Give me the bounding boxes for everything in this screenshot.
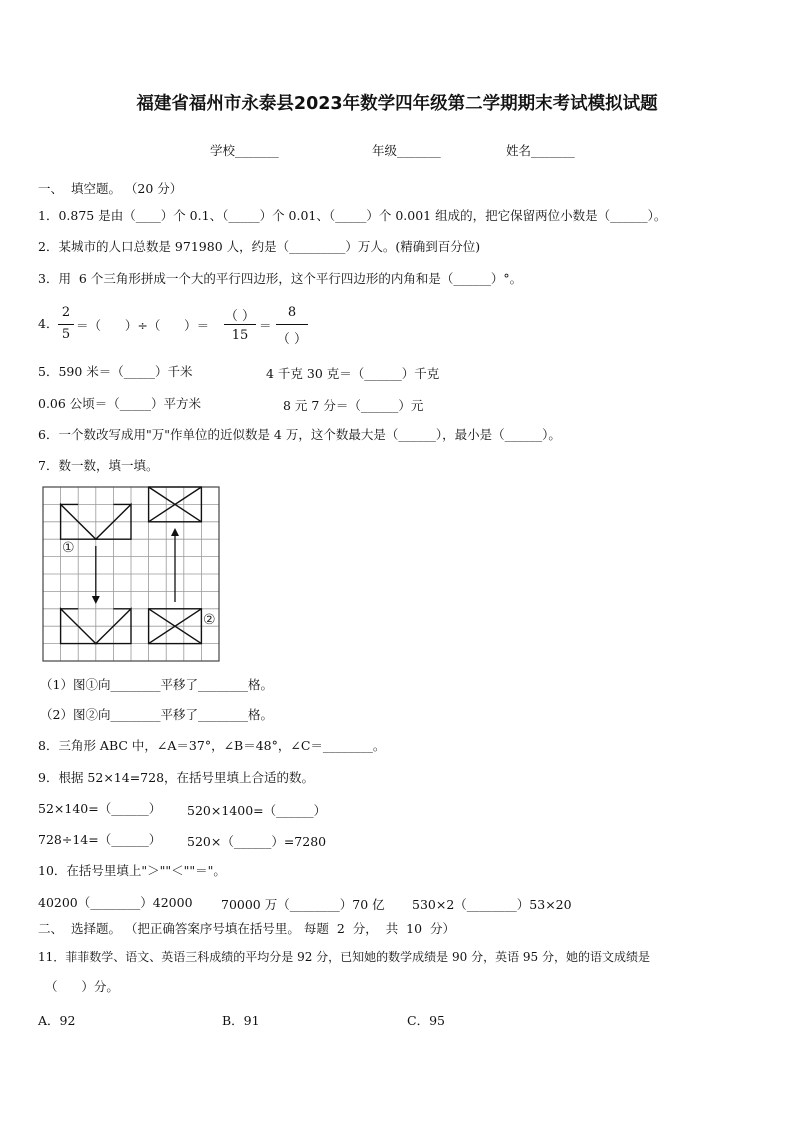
school-field[interactable]: 学校_______: [210, 143, 279, 158]
shape-1-label: ①: [62, 540, 75, 556]
fraction-2-numerator: （ ）: [224, 309, 256, 324]
question-3: 3．用 6 个三角形拼成一个大的平行四边形，这个平行四边形的内角和是（______）°。: [38, 271, 523, 286]
question-5d: 8 元 7 分＝（______）元: [283, 398, 424, 413]
fraction-3-numerator: 8: [287, 305, 297, 320]
fraction-3-bar: [276, 324, 308, 325]
question-1: 1．0.875 是由（____）个 0.1、（_____）个 0.01、（_____）个 0.001 组成的，把它保留两位小数是（______）。: [38, 208, 667, 223]
name-field[interactable]: 姓名_______: [506, 143, 575, 158]
fraction-1-bar: [58, 324, 74, 325]
question-9b: 520×1400=（______）: [187, 803, 327, 818]
question-8: 8．三角形 ABC 中，∠A＝37°，∠B＝48°，∠C＝________。: [38, 738, 386, 753]
question-7-part-1: （1）图①向________平移了________格。: [40, 677, 273, 692]
question-4-division-blanks: ＝（ ）÷（ ）＝: [76, 318, 210, 333]
fraction-1-numerator: 2: [61, 305, 71, 320]
question-9a: 52×140=（______）: [38, 801, 162, 816]
question-4-equals: ＝: [259, 318, 272, 333]
choice-b[interactable]: B．91: [222, 1013, 260, 1028]
question-10a: 40200（________）42000: [38, 895, 193, 910]
section-heading-multiple-choice: 二、 选择题。 （把正确答案序号填在括号里。 每题 2 分， 共 10 分）: [38, 921, 455, 936]
question-5a: 5．590 米＝（_____）千米: [38, 364, 193, 379]
fraction-3-denominator: （ ）: [276, 332, 308, 347]
question-9d: 520×（______）=7280: [187, 834, 327, 849]
question-10: 10．在括号里填上"＞""＜""＝"。: [38, 863, 226, 878]
question-10b: 70000 万（________）70 亿: [221, 897, 385, 912]
question-9: 9．根据 52×14=728，在括号里填上合适的数。: [38, 770, 315, 785]
fraction-2-bar: [224, 324, 256, 325]
choice-a[interactable]: A．92: [38, 1013, 76, 1028]
question-2: 2．某城市的人口总数是 971980 人，约是（_________）万人。(精确到百分位): [38, 239, 481, 254]
question-7: 7．数一数，填一填。: [38, 458, 159, 473]
question-5b: 4 千克 30 克＝（______）千克: [266, 366, 440, 381]
question-7-part-2: （2）图②向________平移了________格。: [40, 707, 273, 722]
fraction-2-denominator: 15: [231, 328, 249, 343]
fraction-1-denominator: 5: [61, 327, 71, 342]
question-6: 6．一个数改写成用"万"作单位的近似数是 4 万，这个数最大是（______），最小是（______）。: [38, 427, 561, 442]
question-4-number: 4．: [38, 316, 59, 331]
question-9c: 728÷14=（______）: [38, 832, 162, 847]
section-heading-fill-blank: 一、 填空题。 （20 分）: [38, 181, 183, 196]
question-10c: 530×2（________）53×20: [412, 897, 572, 912]
page-title: 福建省福州市永泰县2023年数学四年级第二学期期末考试模拟试题: [136, 94, 658, 114]
shape-2-label: ②: [203, 612, 216, 628]
question-5c: 0.06 公顷＝（_____）平方米: [38, 396, 202, 411]
question-11: 11．菲菲数学、语文、英语三科成绩的平均分是 92 分，已知她的数学成绩是 90 分，英语 95 分，她的语文成绩是: [38, 950, 650, 964]
translation-grid-figure: [40, 484, 222, 664]
question-11-blank: （ ）分。: [45, 979, 119, 994]
down-arrow: [92, 546, 100, 604]
grade-field[interactable]: 年级_______: [372, 143, 441, 158]
choice-c[interactable]: C．95: [407, 1013, 445, 1028]
